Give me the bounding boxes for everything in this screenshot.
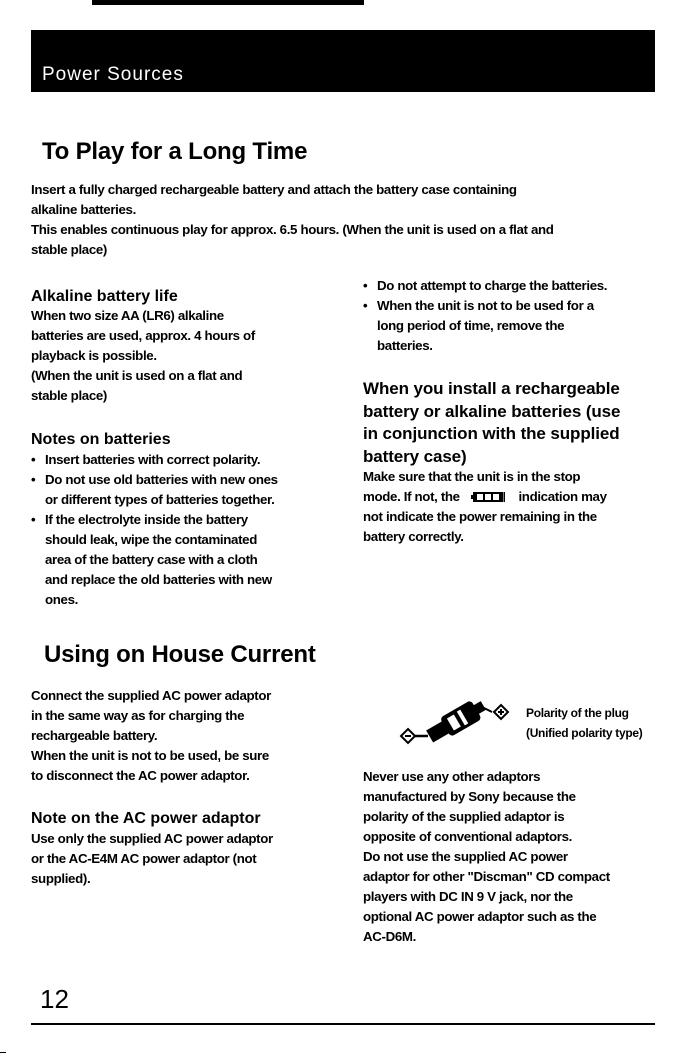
plug-label-polarity: Polarity of the plug — [526, 706, 629, 720]
intro-paragraph — [31, 180, 661, 260]
section-title-house-current: Using on House Current — [44, 641, 316, 668]
list-item-line: long period of time, remove the — [377, 318, 565, 333]
list-item-line: • When the unit is not to be used for a — [377, 298, 594, 313]
list-item-line: or different types of batteries together. — [45, 492, 275, 507]
section-header-bar — [31, 30, 655, 92]
install-heading-line: in conjunction with the supplied — [363, 424, 620, 443]
install-line-part: mode. If not, the — [363, 489, 460, 504]
note-ac-body — [31, 829, 341, 889]
house-current-line: When the unit is not to be used, be sure — [31, 748, 269, 763]
list-item-line: ones. — [45, 592, 78, 607]
install-line: Make sure that the unit is in the stop — [363, 469, 581, 484]
adaptor-warning-line: opposite of conventional adaptors. — [363, 829, 572, 844]
list-item-line: • Do not use old batteries with new ones — [45, 472, 278, 487]
install-heading-line: battery or alkaline batteries (use — [363, 401, 621, 421]
install-body — [363, 467, 663, 547]
list-item-line: area of the battery case with a cloth — [45, 552, 258, 567]
adaptor-warning — [363, 767, 663, 947]
list-item-line: • Do not attempt to charge the batteries. — [377, 278, 608, 293]
header-title: Power Sources — [42, 64, 184, 85]
adaptor-warning-line: players with DC IN 9 V jack, nor the — [363, 889, 573, 904]
adaptor-warning-line: optional AC power adaptor such as the — [363, 909, 597, 924]
install-line: not indicate the power remaining in the — [363, 509, 597, 524]
intro-line: This enables continuous play for approx. 6.5 hours. (When the unit is used on a flat and — [31, 222, 554, 237]
install-heading-line: When you install a rechargeable — [363, 379, 620, 398]
adaptor-warning-line: manufactured by Sony because the — [363, 789, 576, 804]
adaptor-warning-line: Do not use the supplied AC power — [363, 849, 568, 864]
list-item-line: and replace the old batteries with new — [45, 572, 272, 587]
install-line: battery correctly. — [363, 529, 464, 544]
alkaline-line: (When the unit is used on a flat and — [31, 368, 243, 383]
list-item-line: should leak, wipe the contaminated — [45, 532, 257, 547]
note-ac-line: Use only the supplied AC power adaptor — [31, 831, 273, 846]
list-item — [31, 450, 331, 470]
house-current-line: in the same way as for charging the — [31, 708, 245, 723]
adaptor-warning-line: Never use any other adaptors — [363, 769, 541, 784]
alkaline-line: When two size AA (LR6) alkaline — [31, 308, 224, 323]
house-current-line: to disconnect the AC power adaptor. — [31, 768, 250, 783]
house-current-line: Connect the supplied AC power adaptor — [31, 688, 271, 703]
notes-batteries-list — [31, 450, 331, 610]
list-item — [363, 296, 663, 356]
install-line — [363, 487, 663, 507]
section-title-long-time: To Play for a Long Time — [42, 138, 308, 165]
adaptor-warning-line: AC-D6M. — [363, 929, 416, 944]
corner-mark — [0, 1052, 6, 1053]
right-bullet-list — [363, 276, 663, 356]
install-line-part: indication may — [518, 489, 607, 504]
list-item — [363, 276, 663, 296]
list-item — [31, 470, 331, 510]
top-cropped-strip — [92, 0, 364, 5]
list-item — [31, 510, 331, 610]
adaptor-warning-line: polarity of the supplied adaptor is — [363, 809, 565, 824]
notes-batteries-heading: Notes on batteries — [31, 431, 171, 448]
intro-line: stable place) — [31, 242, 108, 257]
note-ac-line: supplied). — [31, 871, 91, 886]
battery-indicator-icon — [471, 492, 505, 502]
alkaline-line: batteries are used, approx. 4 hours of — [31, 328, 255, 343]
note-ac-heading: Note on the AC power adaptor — [31, 810, 261, 827]
plug-polarity-icon — [398, 688, 528, 748]
note-ac-line: or the AC-E4M AC power adaptor (not — [31, 851, 257, 866]
list-item-line: • If the electrolyte inside the battery — [45, 512, 248, 527]
install-heading — [363, 378, 663, 468]
intro-line: alkaline batteries. — [31, 202, 136, 217]
adaptor-warning-line: adaptor for other "Discman" CD compact — [363, 869, 610, 884]
alkaline-body — [31, 306, 331, 406]
plug-label-type: (Unified polarity type) — [526, 726, 643, 740]
house-current-line: rechargeable battery. — [31, 728, 158, 743]
house-current-body — [31, 686, 341, 786]
footer-divider — [31, 1023, 655, 1025]
alkaline-heading: Alkaline battery life — [31, 288, 178, 305]
list-item-line: • Insert batteries with correct polarity. — [45, 452, 261, 467]
install-heading-line: battery case) — [363, 446, 467, 466]
alkaline-line: playback is possible. — [31, 348, 157, 363]
list-item-line: batteries. — [377, 338, 433, 353]
page-number: 12 — [40, 984, 69, 1014]
alkaline-line: stable place) — [31, 388, 108, 403]
intro-line: Insert a fully charged rechargeable battery and attach the battery case containing — [31, 182, 517, 197]
